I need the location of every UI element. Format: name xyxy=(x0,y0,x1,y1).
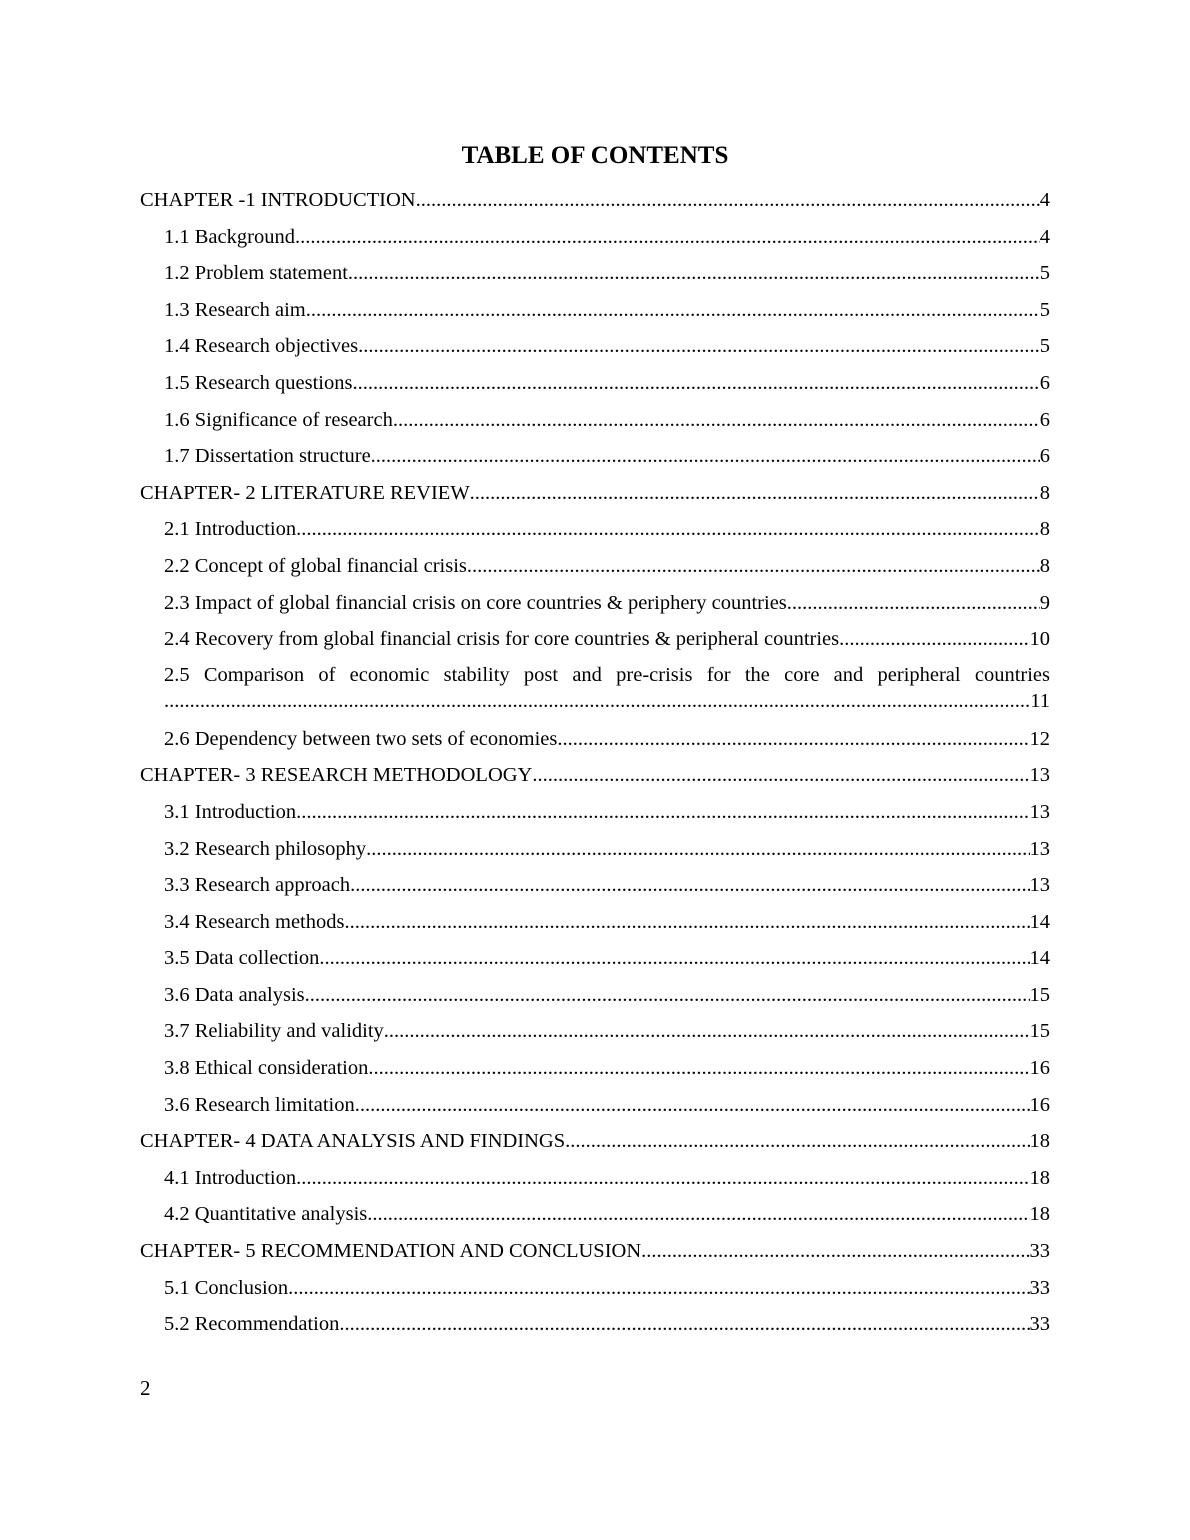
dot-leader xyxy=(565,1127,1029,1155)
toc-entry-1-7[interactable] xyxy=(140,442,1050,479)
toc-entry-label: 4.2 Quantitative analysis xyxy=(164,1203,368,1226)
toc-entry-3-7[interactable] xyxy=(140,1017,1050,1054)
toc-entry-label: 3.2 Research philosophy xyxy=(164,837,367,860)
toc-entry-1-6[interactable] xyxy=(140,406,1050,443)
dot-leader xyxy=(319,944,1029,972)
toc-entry-page: 8 xyxy=(1039,481,1050,504)
toc-entry-label: 3.3 Research approach xyxy=(164,874,351,897)
dot-leader xyxy=(839,625,1029,653)
toc-entry-chapter-2[interactable] xyxy=(140,479,1050,516)
toc-entry-label: 3.8 Ethical consideration xyxy=(164,1057,369,1080)
toc-entry-page: 15 xyxy=(1029,983,1050,1006)
dot-leader xyxy=(352,369,1039,397)
toc-entry-1-2[interactable] xyxy=(140,259,1050,296)
toc-entry-label: 3.6 Research limitation xyxy=(164,1093,355,1116)
toc-entry-label: 4.1 Introduction xyxy=(164,1166,297,1189)
toc-entry-chapter-1[interactable] xyxy=(140,186,1050,223)
dot-leader xyxy=(296,515,1040,543)
toc-entry-page: 4 xyxy=(1039,225,1050,248)
toc-entry-page: 13 xyxy=(1029,764,1050,787)
toc-entry-label: 2.2 Concept of global financial crisis xyxy=(164,554,467,577)
dot-leader xyxy=(295,223,1040,251)
toc-entry-2-4[interactable] xyxy=(140,625,1050,662)
toc-entry-continuation xyxy=(164,688,1050,714)
dot-leader xyxy=(305,981,1030,1009)
dot-leader xyxy=(368,1054,1029,1082)
toc-entry-page: 15 xyxy=(1029,1020,1050,1043)
toc-entry-label: 3.4 Research methods xyxy=(164,910,345,933)
toc-entry-label: 1.5 Research questions xyxy=(164,371,353,394)
toc-entry-3-2[interactable] xyxy=(140,835,1050,872)
dot-leader xyxy=(306,296,1040,324)
dot-leader xyxy=(296,1164,1029,1192)
dot-leader xyxy=(355,1091,1030,1119)
toc-entry-page: 33 xyxy=(1029,1313,1050,1336)
toc-entry-page: 4 xyxy=(1039,189,1050,211)
toc-list xyxy=(140,186,1050,1347)
toc-entry-page: 14 xyxy=(1029,910,1050,933)
dot-leader xyxy=(416,186,1040,214)
toc-entry-3-6-limitation[interactable] xyxy=(140,1091,1050,1128)
toc-entry-chapter-5[interactable] xyxy=(140,1237,1050,1274)
dot-leader xyxy=(787,589,1040,617)
dot-leader xyxy=(467,552,1040,580)
dot-leader xyxy=(348,259,1040,287)
toc-entry-page: 11 xyxy=(1030,689,1050,712)
dot-leader xyxy=(344,908,1029,936)
toc-entry-3-1[interactable] xyxy=(140,798,1050,835)
toc-entry-page: 8 xyxy=(1039,554,1050,577)
toc-entry-page: 9 xyxy=(1039,591,1050,614)
toc-entry-label: CHAPTER- 3 RESEARCH METHODOLOGY xyxy=(140,764,533,787)
toc-entry-page: 6 xyxy=(1039,408,1050,431)
toc-entry-page: 5 xyxy=(1039,335,1050,358)
toc-entry-page: 18 xyxy=(1029,1130,1050,1153)
dot-leader xyxy=(366,835,1029,863)
toc-entry-5-2[interactable] xyxy=(140,1310,1050,1347)
toc-entry-3-8[interactable] xyxy=(140,1054,1050,1091)
page-number: 2 xyxy=(140,1376,151,1400)
toc-entry-page: 10 xyxy=(1029,628,1050,651)
toc-entry-page: 13 xyxy=(1029,800,1050,823)
toc-entry-label: 1.6 Significance of research xyxy=(164,408,393,431)
toc-entry-chapter-3[interactable] xyxy=(140,761,1050,798)
toc-entry-label: 1.4 Research objectives xyxy=(164,335,359,358)
toc-entry-page: 14 xyxy=(1029,947,1050,970)
toc-entry-label: 3.7 Reliability and validity xyxy=(164,1020,384,1043)
toc-entry-2-1[interactable] xyxy=(140,515,1050,552)
toc-entry-label: 2.5 Comparison of economic stability post and pre-crisis for the core and peripheral countries xyxy=(164,663,1050,686)
dot-leader xyxy=(371,442,1040,470)
dot-leader xyxy=(641,1237,1029,1265)
toc-entry-label: 3.5 Data collection xyxy=(164,947,320,970)
dot-leader xyxy=(393,406,1040,434)
dot-leader xyxy=(339,1310,1029,1338)
dot-leader xyxy=(367,1200,1029,1228)
dot-leader xyxy=(288,1274,1029,1302)
toc-entry-page: 5 xyxy=(1039,298,1050,321)
toc-entry-1-5[interactable] xyxy=(140,369,1050,406)
toc-entry-label: CHAPTER- 4 DATA ANALYSIS AND FINDINGS xyxy=(140,1130,566,1153)
toc-entry-3-4[interactable] xyxy=(140,908,1050,945)
toc-entry-page: 12 xyxy=(1029,727,1050,750)
toc-entry-4-1[interactable] xyxy=(140,1164,1050,1201)
toc-entry-1-1[interactable] xyxy=(140,223,1050,260)
toc-title: TABLE OF CONTENTS xyxy=(461,142,729,169)
toc-entry-label: 2.3 Impact of global financial crisis on core countries & periphery countries xyxy=(164,591,787,614)
toc-entry-label: 3.1 Introduction xyxy=(164,800,297,823)
toc-entry-label: 1.3 Research aim xyxy=(164,298,306,321)
toc-entry-page: 6 xyxy=(1039,445,1050,468)
toc-entry-page: 33 xyxy=(1029,1276,1050,1299)
toc-entry-2-2[interactable] xyxy=(140,552,1050,589)
toc-entry-label: 1.7 Dissertation structure xyxy=(164,445,371,468)
toc-entry-label: 1.1 Background xyxy=(164,225,295,248)
toc-entry-page: 5 xyxy=(1039,262,1050,285)
toc-entry-3-6[interactable] xyxy=(140,981,1050,1018)
toc-entry-page: 16 xyxy=(1029,1057,1050,1080)
toc-entry-page: 13 xyxy=(1029,837,1050,860)
toc-entry-page: 16 xyxy=(1029,1093,1050,1116)
toc-entry-2-6[interactable] xyxy=(140,725,1050,762)
toc-entry-label: 3.6 Data analysis xyxy=(164,983,305,1006)
toc-entry-page: 6 xyxy=(1039,371,1050,394)
toc-entry-label: 2.6 Dependency between two sets of economies xyxy=(164,727,558,750)
toc-entry-label: 2.1 Introduction xyxy=(164,518,297,541)
toc-entry-label: 5.1 Conclusion xyxy=(164,1276,289,1299)
toc-entry-label: CHAPTER- 2 LITERATURE REVIEW xyxy=(140,481,470,504)
toc-entry-2-5[interactable] xyxy=(140,662,1050,725)
toc-entry-page: 18 xyxy=(1029,1166,1050,1189)
dot-leader xyxy=(532,761,1029,789)
dot-leader xyxy=(557,725,1029,753)
toc-entry-label: 5.2 Recommendation xyxy=(164,1313,340,1336)
toc-entry-label: CHAPTER- 5 RECOMMENDATION AND CONCLUSION xyxy=(140,1240,642,1263)
dot-leader xyxy=(296,798,1029,826)
toc-entry-page: 33 xyxy=(1029,1240,1050,1263)
dot-leader xyxy=(358,332,1040,360)
toc-entry-page: 13 xyxy=(1029,874,1050,897)
toc-entry-page: 18 xyxy=(1029,1203,1050,1226)
toc-entry-page: 8 xyxy=(1039,518,1050,541)
toc-entry-1-3[interactable] xyxy=(140,296,1050,333)
toc-entry-3-5[interactable] xyxy=(140,944,1050,981)
toc-entry-2-3[interactable] xyxy=(140,589,1050,626)
toc-entry-chapter-4[interactable] xyxy=(140,1127,1050,1164)
dot-leader xyxy=(164,688,1030,714)
dot-leader xyxy=(470,479,1040,507)
toc-entry-3-3[interactable] xyxy=(140,871,1050,908)
toc-entry-4-2[interactable] xyxy=(140,1200,1050,1237)
toc-entry-label: 2.4 Recovery from global financial crisis for core countries & peripheral countries xyxy=(164,628,840,651)
dot-leader xyxy=(350,871,1029,899)
toc-entry-1-4[interactable] xyxy=(140,332,1050,369)
toc-entry-label: 1.2 Problem statement xyxy=(164,262,348,285)
dot-leader xyxy=(384,1017,1030,1045)
toc-entry-label: CHAPTER -1 INTRODUCTION xyxy=(140,189,416,211)
toc-entry-5-1[interactable] xyxy=(140,1274,1050,1311)
